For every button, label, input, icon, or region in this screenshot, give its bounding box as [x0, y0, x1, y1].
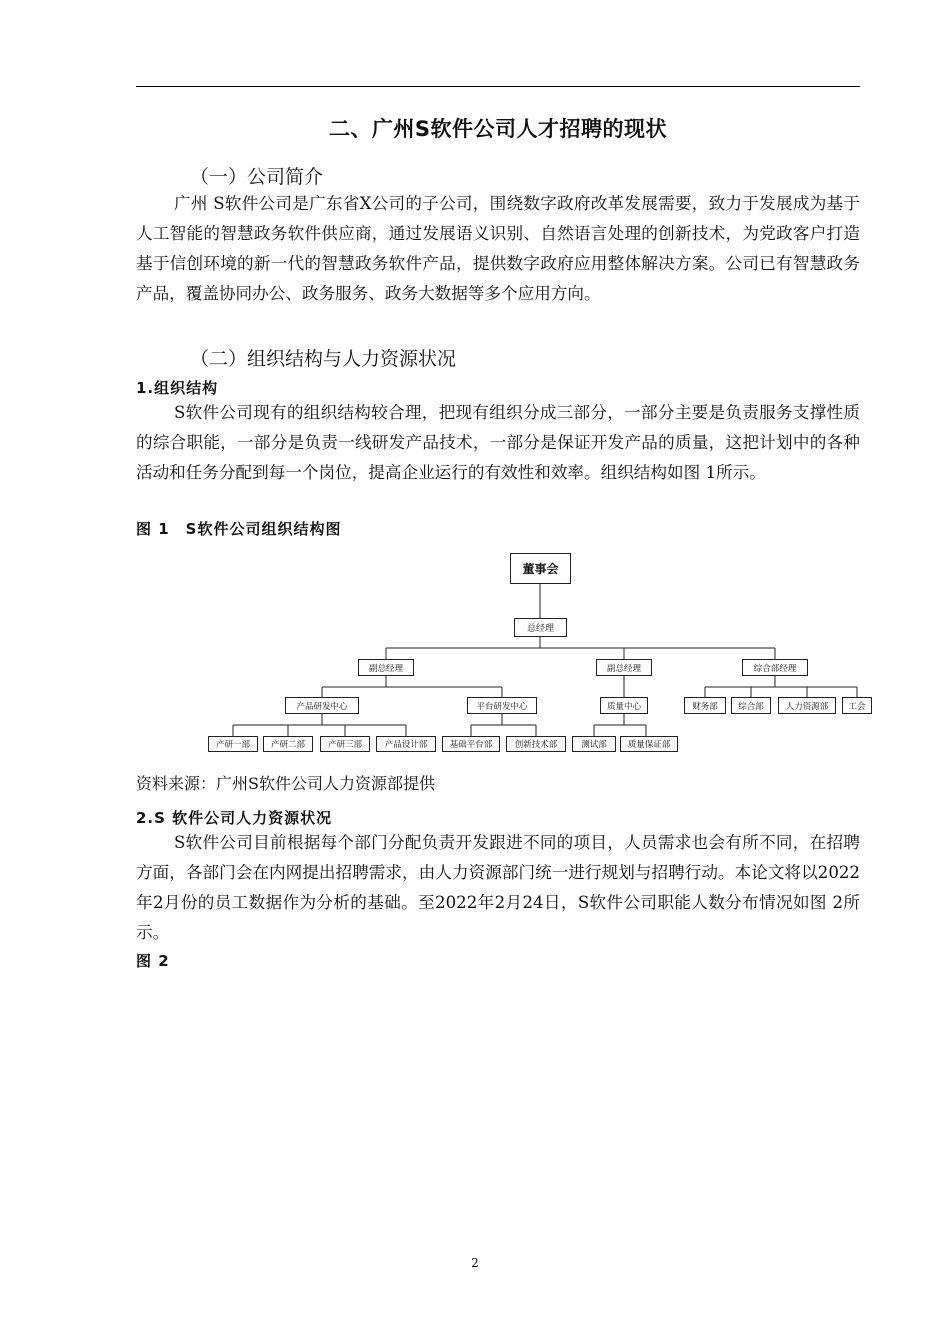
org-node-vp-quality: 副总经理: [596, 659, 652, 676]
org-node-general-affairs: 综合部: [731, 697, 771, 714]
org-structure-paragraph: S软件公司现有的组织结构较合理，把现有组织分成三部分，一部分主要是负责服务支撑性质的综合职能，一部分是负责一线研发产品技术，一部分是保证开发产品的质量，这把计划中的各种活动和任务分配到每一个岗位，提高企业运行的有效性和效率。组织结构如图 1所示。: [136, 403, 860, 482]
org-structure-heading: 1.组织结构: [136, 379, 219, 397]
org-hr-heading: （二）组织结构与人力资源状况: [190, 348, 457, 370]
org-node-vp-rd: 副总经理: [358, 659, 414, 676]
intro-heading: （一）公司简介: [190, 166, 324, 188]
org-node-base-platform: 基础平台部: [442, 736, 500, 752]
org-node-prd-3: 产研三部: [320, 736, 370, 752]
org-node-prd-2: 产研二部: [263, 736, 313, 752]
org-node-innovation-tech: 创新技术部: [506, 736, 566, 752]
org-node-product-rd-center: 产品研发中心: [285, 697, 359, 714]
org-node-board: 董事会: [510, 553, 571, 584]
figure-2-caption: 图 2: [136, 952, 170, 970]
page-number: 2: [471, 1256, 479, 1270]
intro-paragraph: 广州 S软件公司是广东省X公司的子公司，围绕数字政府改革发展需要，致力于发展成为基于人工智能的智慧政务软件供应商，通过发展语义识别、自然语言处理的创新技术，为党政客户打造基于信创环境的新一代的智慧政务软件产品，提供数字政府应用整体解决方案。公司已有智慧政务产品，覆盖协同办公、政务服务、政务大数据等多个应用方向。: [136, 194, 860, 303]
org-node-hr: 人力资源部: [778, 697, 836, 714]
figure-1-caption: 图 1 S软件公司组织结构图: [136, 520, 342, 538]
org-node-gm: 总经理: [514, 618, 567, 637]
org-node-quality-center: 质量中心: [600, 697, 648, 714]
org-node-prd-1: 产研一部: [208, 736, 258, 752]
org-node-union: 工会: [842, 697, 872, 714]
org-node-admin-manager: 综合部经理: [742, 659, 808, 676]
section-title: 二、广州S软件公司人才招聘的现状: [328, 117, 668, 141]
org-chart-connectors: [233, 584, 857, 736]
org-node-finance: 财务部: [684, 697, 726, 714]
org-node-platform-rd-center: 平台研发中心: [467, 697, 537, 714]
figure-1-source: 资料来源：广州S软件公司人力资源部提供: [136, 774, 435, 793]
hr-status-paragraph: S软件公司目前根据每个部门分配负责开发跟进不同的项目，人员需求也会有所不同，在招聘方面，各部门会在内网提出招聘需求，由人力资源部门统一进行规划与招聘行动。本论文将以2022年2月份的员工数据作为分析的基础。至2022年2月24日，S软件公司职能人数分布情况如图 2所示。: [136, 833, 860, 942]
hr-status-heading: 2.S 软件公司人力资源状况: [136, 809, 333, 827]
org-node-product-design: 产品设计部: [376, 736, 436, 752]
org-node-qa: 质量保证部: [620, 736, 678, 752]
org-node-testing: 测试部: [572, 736, 616, 752]
